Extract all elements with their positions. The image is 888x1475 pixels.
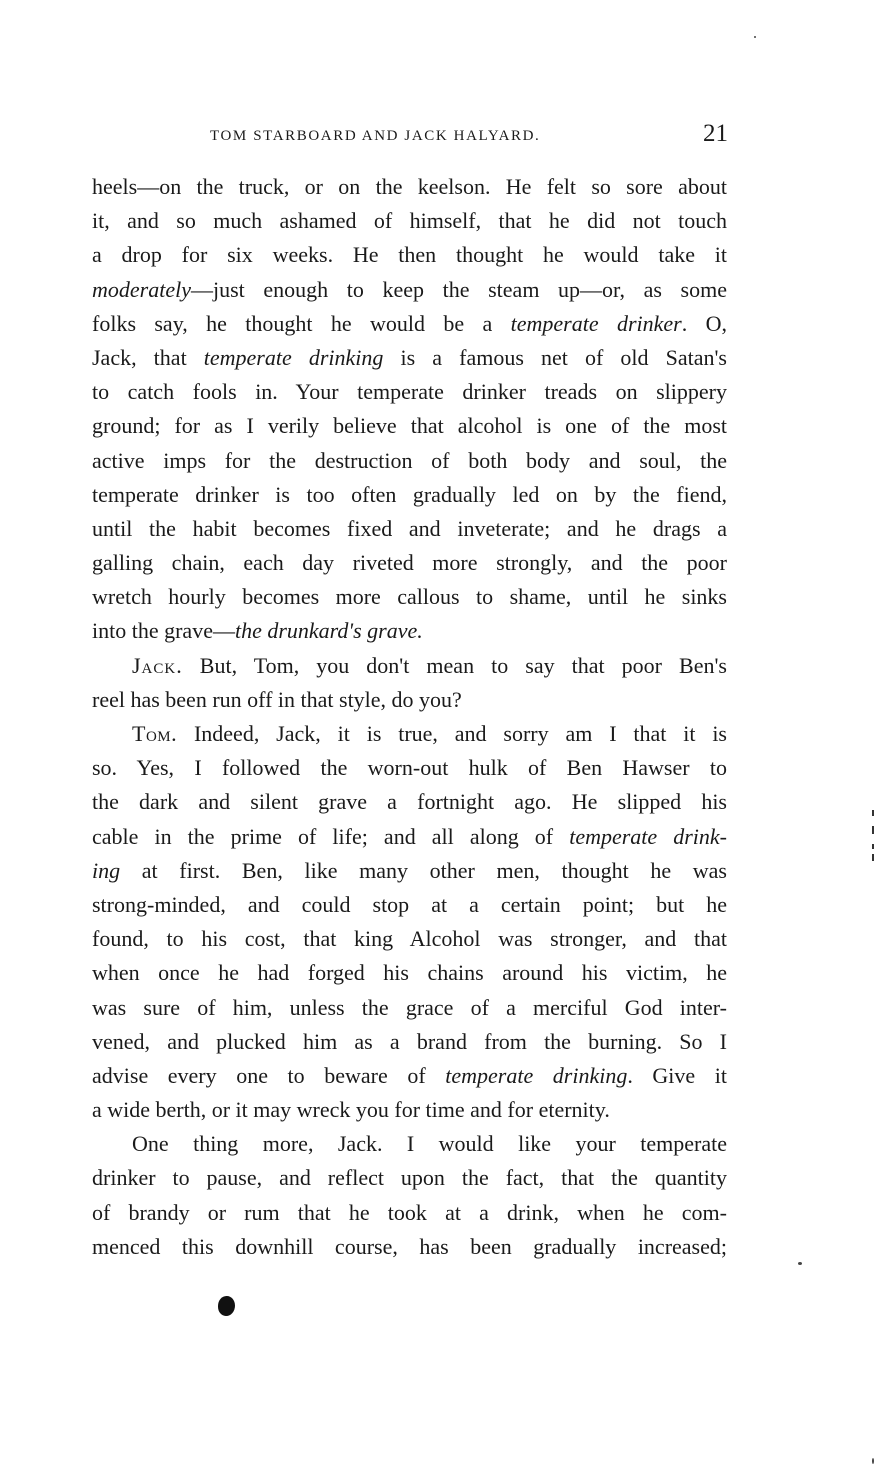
text-line: reel has been run off in that style, do you?	[92, 686, 462, 712]
text-run: advise every one to beware of	[92, 1062, 446, 1088]
text-line: so. Yes, I followed the worn-out hulk of Ben Hawser to	[92, 755, 727, 781]
text-line: was sure of him, unless the grace of a merciful God inter-	[92, 994, 727, 1020]
text-line	[92, 273, 727, 307]
text-line: wretch hourly becomes more callous to shame, until he sinks	[92, 584, 727, 610]
text-line: it, and so much ashamed of himself, that he did not touch	[92, 208, 727, 234]
text-run: . O,	[681, 310, 728, 336]
text-line	[92, 717, 727, 751]
text-line: menced this downhill course, has been gradually increased;	[92, 1233, 727, 1259]
margin-marks	[872, 810, 876, 862]
ink-blot	[218, 1296, 235, 1316]
text-line: a drop for six weeks. He then thought he would take it	[92, 242, 727, 268]
text-line: when once he had forged his chains around his victim, he	[92, 960, 727, 986]
emphasis: temperate drink-	[569, 823, 728, 849]
text-run: at first. Ben, like many other men, thought he was	[120, 857, 727, 883]
running-title: TOM STARBOARD AND JACK HALYARD.	[210, 128, 541, 144]
text-line: the dark and silent grave a fortnight ago. He slipped his	[92, 789, 727, 815]
text-line: until the habit becomes fixed and inveterate; and he drags a	[92, 515, 727, 541]
text-run: . Give it	[627, 1062, 727, 1088]
speaker-name: Jack.	[132, 652, 183, 678]
page-number: 21	[703, 120, 728, 147]
emphasis: temperate drinker	[510, 310, 682, 336]
scan-speck	[872, 1458, 874, 1464]
text-line	[92, 820, 727, 854]
page-header	[92, 120, 728, 154]
text-run: Indeed, Jack, it is true, and sorry am I that it is	[177, 721, 727, 746]
text-line: of brandy or rum that he took at a drink, when he com-	[92, 1199, 727, 1225]
text-run: But, Tom, you don't mean to say that poor Ben's	[182, 652, 727, 678]
text-run: folks say, he thought he would be a	[92, 310, 511, 336]
emphasis: ing	[92, 857, 121, 883]
text-line	[92, 854, 727, 888]
emphasis: the drunkard's grave.	[234, 618, 423, 644]
text-run: into the grave—	[92, 618, 235, 644]
text-line: heels—on the truck, or on the keelson. He felt so sore about	[92, 174, 727, 199]
text-line: active imps for the destruction of both body and soul, the	[92, 447, 727, 473]
text-line	[92, 307, 727, 341]
text-line: One thing more, Jack. I would like your temperate	[132, 1131, 727, 1157]
text-run: —just enough to keep the steam up—or, as some	[190, 276, 727, 302]
scan-speck	[798, 1262, 802, 1265]
page-body	[92, 170, 727, 1264]
text-line: to catch fools in. Your temperate drinker treads on slippery	[92, 379, 727, 405]
emphasis: temperate drinking	[445, 1062, 628, 1088]
speaker-name: Tom.	[132, 721, 178, 746]
text-run: cable in the prime of life; and all along of	[92, 823, 570, 849]
emphasis: temperate drinking	[203, 344, 384, 370]
text-run: Jack, that	[92, 344, 204, 370]
text-line	[92, 341, 727, 375]
text-line: ground; for as I verily believe that alcohol is one of the most	[92, 413, 727, 439]
text-line: drinker to pause, and reflect upon the fact, that the quantity	[92, 1165, 727, 1191]
text-line: strong-minded, and could stop at a certain point; but he	[92, 891, 727, 917]
text-line: temperate drinker is too often gradually led on by the fiend,	[92, 481, 727, 507]
text-line: a wide berth, or it may wreck you for time and for eternity.	[92, 1097, 610, 1123]
text-line	[92, 1059, 727, 1093]
text-line: found, to his cost, that king Alcohol was stronger, and that	[92, 926, 727, 952]
scan-speck	[754, 36, 756, 38]
text-line	[92, 649, 727, 683]
text-run: is a famous net of old Satan's	[383, 344, 727, 370]
text-line: galling chain, each day riveted more strongly, and the poor	[92, 550, 727, 576]
text-line	[92, 614, 727, 648]
emphasis: moderately	[92, 276, 191, 302]
text-line: vened, and plucked him as a brand from the burning. So I	[92, 1028, 727, 1054]
